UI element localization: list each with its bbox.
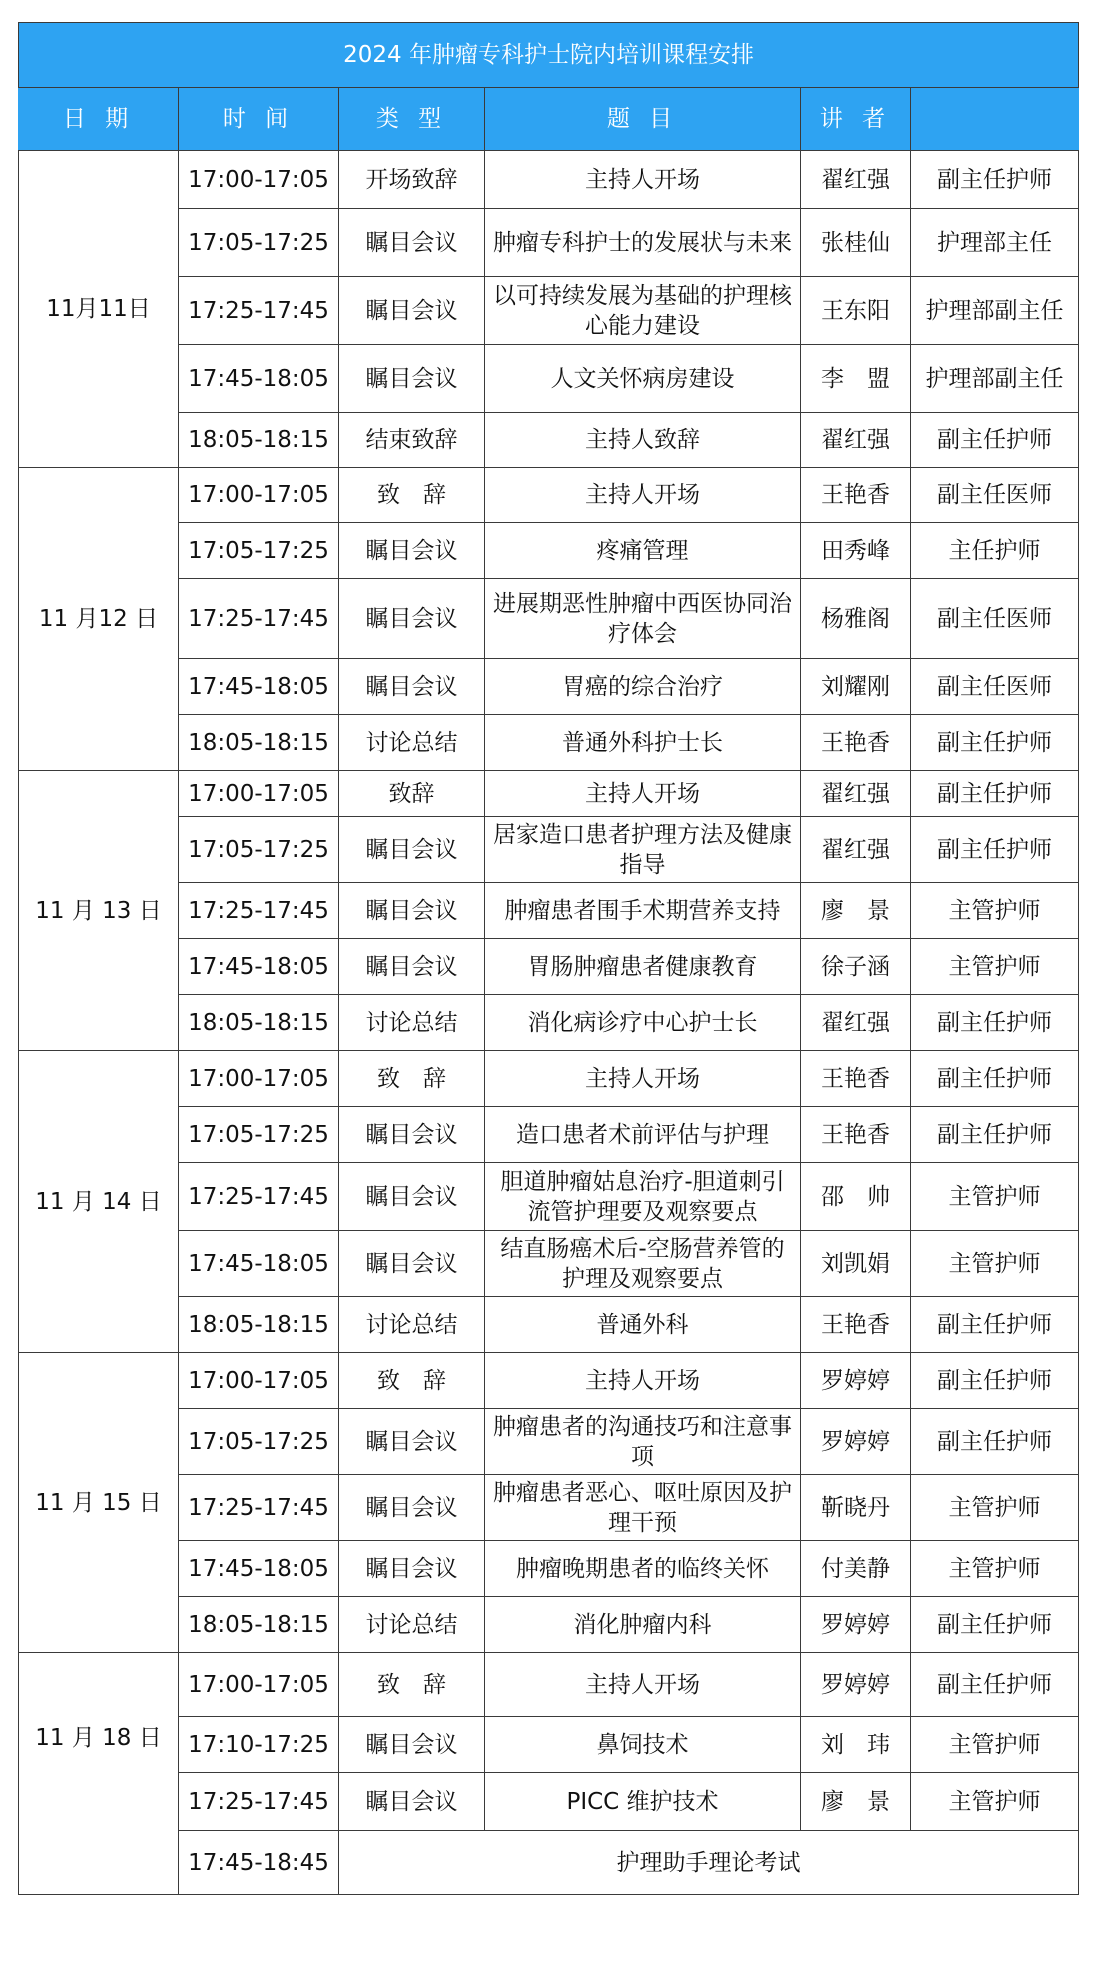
title-cell: 主管护师 — [911, 1773, 1079, 1831]
speaker-cell: 廖 景 — [801, 1773, 911, 1831]
topic-cell: 主持人致辞 — [485, 413, 801, 468]
topic-cell: 进展期恶性肿瘤中西医协同治疗体会 — [485, 579, 801, 659]
title-cell: 副主任护师 — [911, 1597, 1079, 1653]
time-cell: 18:05-18:15 — [179, 1297, 339, 1353]
type-cell: 瞩目会议 — [339, 1541, 485, 1597]
type-cell: 瞩目会议 — [339, 883, 485, 939]
time-cell: 17:05-17:25 — [179, 523, 339, 579]
speaker-cell: 王艳香 — [801, 468, 911, 523]
type-cell: 瞩目会议 — [339, 1475, 485, 1541]
time-cell: 17:05-17:25 — [179, 1107, 339, 1163]
topic-cell: 主持人开场 — [485, 1653, 801, 1717]
time-cell: 18:05-18:15 — [179, 995, 339, 1051]
time-cell: 17:45-18:05 — [179, 1231, 339, 1297]
topic-cell: 以可持续发展为基础的护理核心能力建设 — [485, 277, 801, 345]
time-cell: 17:45-18:05 — [179, 1541, 339, 1597]
speaker-cell: 翟红强 — [801, 151, 911, 209]
type-cell: 讨论总结 — [339, 1597, 485, 1653]
header-type: 类 型 — [339, 88, 485, 151]
title-cell: 副主任护师 — [911, 771, 1079, 817]
time-cell: 17:45-18:05 — [179, 345, 339, 413]
speaker-cell: 罗婷婷 — [801, 1653, 911, 1717]
header-title-col — [911, 88, 1079, 151]
topic-cell: 结直肠癌术后-空肠营养管的护理及观察要点 — [485, 1231, 801, 1297]
title-cell: 主管护师 — [911, 1163, 1079, 1231]
title-cell: 副主任医师 — [911, 468, 1079, 523]
time-cell: 17:00-17:05 — [179, 468, 339, 523]
speaker-cell: 田秀峰 — [801, 523, 911, 579]
topic-cell: 胆道肿瘤姑息治疗-胆道刺引流管护理要及观察要点 — [485, 1163, 801, 1231]
type-cell: 开场致辞 — [339, 151, 485, 209]
speaker-cell: 张桂仙 — [801, 209, 911, 277]
topic-cell: 肿瘤专科护士的发展状与未来 — [485, 209, 801, 277]
time-cell: 17:00-17:05 — [179, 1353, 339, 1409]
title-cell: 副主任护师 — [911, 1107, 1079, 1163]
title-cell: 副主任护师 — [911, 1051, 1079, 1107]
topic-cell: 胃癌的综合治疗 — [485, 659, 801, 715]
title-cell: 副主任护师 — [911, 715, 1079, 771]
date-cell: 11 月12 日 — [19, 468, 179, 771]
type-cell: 致辞 — [339, 771, 485, 817]
topic-cell: 疼痛管理 — [485, 523, 801, 579]
topic-cell: 人文关怀病房建设 — [485, 345, 801, 413]
date-cell: 11 月 15 日 — [19, 1353, 179, 1653]
topic-cell: 居家造口患者护理方法及健康指导 — [485, 817, 801, 883]
time-cell: 17:25-17:45 — [179, 1773, 339, 1831]
time-cell: 17:10-17:25 — [179, 1717, 339, 1773]
type-cell: 讨论总结 — [339, 1297, 485, 1353]
title-cell: 主管护师 — [911, 1717, 1079, 1773]
type-cell: 瞩目会议 — [339, 1773, 485, 1831]
speaker-cell: 翟红强 — [801, 995, 911, 1051]
type-cell: 瞩目会议 — [339, 1107, 485, 1163]
speaker-cell: 刘 玮 — [801, 1717, 911, 1773]
title-cell: 主管护师 — [911, 939, 1079, 995]
type-cell: 瞩目会议 — [339, 209, 485, 277]
title-cell: 副主任护师 — [911, 995, 1079, 1051]
speaker-cell: 李 盟 — [801, 345, 911, 413]
time-cell: 17:25-17:45 — [179, 1475, 339, 1541]
time-cell: 17:00-17:05 — [179, 1051, 339, 1107]
title-cell: 副主任护师 — [911, 1653, 1079, 1717]
speaker-cell: 邵 帅 — [801, 1163, 911, 1231]
table-row — [19, 151, 1079, 209]
time-cell: 17:05-17:25 — [179, 817, 339, 883]
topic-cell: 肿瘤晚期患者的临终关怀 — [485, 1541, 801, 1597]
speaker-cell: 王艳香 — [801, 1051, 911, 1107]
topic-cell: 消化肿瘤内科 — [485, 1597, 801, 1653]
time-cell: 17:05-17:25 — [179, 1409, 339, 1475]
topic-cell: 主持人开场 — [485, 1353, 801, 1409]
speaker-cell: 王东阳 — [801, 277, 911, 345]
title-cell: 主任护师 — [911, 523, 1079, 579]
title-cell: 副主任护师 — [911, 1353, 1079, 1409]
date-cell: 11 月 14 日 — [19, 1051, 179, 1353]
title-cell: 副主任护师 — [911, 817, 1079, 883]
speaker-cell: 靳晓丹 — [801, 1475, 911, 1541]
topic-cell: 造口患者术前评估与护理 — [485, 1107, 801, 1163]
time-cell: 18:05-18:15 — [179, 1597, 339, 1653]
time-cell: 18:05-18:15 — [179, 413, 339, 468]
title-cell: 主管护师 — [911, 1541, 1079, 1597]
topic-cell: 肿瘤患者恶心、呕吐原因及护理干预 — [485, 1475, 801, 1541]
speaker-cell: 王艳香 — [801, 1297, 911, 1353]
header-row — [19, 88, 1079, 151]
header-date: 日 期 — [19, 88, 179, 151]
topic-cell: 肿瘤患者的沟通技巧和注意事项 — [485, 1409, 801, 1475]
topic-cell: 胃肠肿瘤患者健康教育 — [485, 939, 801, 995]
speaker-cell: 翟红强 — [801, 413, 911, 468]
type-cell: 讨论总结 — [339, 995, 485, 1051]
title-cell: 护理部副主任 — [911, 345, 1079, 413]
type-cell: 致 辞 — [339, 468, 485, 523]
type-cell: 讨论总结 — [339, 715, 485, 771]
type-cell: 瞩目会议 — [339, 1717, 485, 1773]
time-cell: 18:05-18:15 — [179, 715, 339, 771]
time-cell: 17:25-17:45 — [179, 1163, 339, 1231]
type-cell: 瞩目会议 — [339, 1231, 485, 1297]
date-cell: 11 月 18 日 — [19, 1653, 179, 1895]
type-cell: 瞩目会议 — [339, 1409, 485, 1475]
topic-cell: 肿瘤患者围手术期营养支持 — [485, 883, 801, 939]
type-cell: 瞩目会议 — [339, 939, 485, 995]
title-cell: 主管护师 — [911, 883, 1079, 939]
type-cell: 瞩目会议 — [339, 523, 485, 579]
topic-cell: 普通外科 — [485, 1297, 801, 1353]
type-cell: 致 辞 — [339, 1051, 485, 1107]
topic-cell: 普通外科护士长 — [485, 715, 801, 771]
exam-topic-cell: 护理助手理论考试 — [339, 1831, 1079, 1895]
header-topic: 题 目 — [485, 88, 801, 151]
table-row — [19, 468, 1079, 523]
topic-cell: 鼻饲技术 — [485, 1717, 801, 1773]
speaker-cell: 翟红强 — [801, 771, 911, 817]
title-cell: 副主任护师 — [911, 413, 1079, 468]
title-row — [19, 23, 1079, 88]
topic-cell: PICC 维护技术 — [485, 1773, 801, 1831]
date-cell: 11月11日 — [19, 151, 179, 468]
speaker-cell: 罗婷婷 — [801, 1353, 911, 1409]
speaker-cell: 付美静 — [801, 1541, 911, 1597]
table-row — [19, 1051, 1079, 1107]
speaker-cell: 罗婷婷 — [801, 1409, 911, 1475]
type-cell: 瞩目会议 — [339, 659, 485, 715]
title-cell: 护理部副主任 — [911, 277, 1079, 345]
speaker-cell: 徐子涵 — [801, 939, 911, 995]
speaker-cell: 廖 景 — [801, 883, 911, 939]
title-cell: 主管护师 — [911, 1475, 1079, 1541]
topic-cell: 主持人开场 — [485, 771, 801, 817]
time-cell: 17:25-17:45 — [179, 277, 339, 345]
table-title: 2024 年肿瘤专科护士院内培训课程安排 — [19, 23, 1079, 88]
type-cell: 致 辞 — [339, 1353, 485, 1409]
schedule-document — [18, 22, 1078, 1895]
speaker-cell: 刘耀刚 — [801, 659, 911, 715]
topic-cell: 主持人开场 — [485, 151, 801, 209]
type-cell: 瞩目会议 — [339, 1163, 485, 1231]
title-cell: 护理部主任 — [911, 209, 1079, 277]
topic-cell: 消化病诊疗中心护士长 — [485, 995, 801, 1051]
type-cell: 结束致辞 — [339, 413, 485, 468]
time-cell: 17:45-18:05 — [179, 659, 339, 715]
header-speaker: 讲 者 — [801, 88, 911, 151]
time-cell: 17:00-17:05 — [179, 1653, 339, 1717]
table-row — [19, 1353, 1079, 1409]
speaker-cell: 刘凯娟 — [801, 1231, 911, 1297]
time-cell: 17:45-18:05 — [179, 939, 339, 995]
time-cell: 17:05-17:25 — [179, 209, 339, 277]
title-cell: 副主任医师 — [911, 659, 1079, 715]
speaker-cell: 王艳香 — [801, 715, 911, 771]
type-cell: 瞩目会议 — [339, 277, 485, 345]
title-cell: 副主任护师 — [911, 151, 1079, 209]
speaker-cell: 王艳香 — [801, 1107, 911, 1163]
title-cell: 主管护师 — [911, 1231, 1079, 1297]
type-cell: 致 辞 — [339, 1653, 485, 1717]
header-time: 时 间 — [179, 88, 339, 151]
time-cell: 17:25-17:45 — [179, 579, 339, 659]
topic-cell: 主持人开场 — [485, 468, 801, 523]
speaker-cell: 罗婷婷 — [801, 1597, 911, 1653]
type-cell: 瞩目会议 — [339, 579, 485, 659]
title-cell: 副主任护师 — [911, 1297, 1079, 1353]
topic-cell: 主持人开场 — [485, 1051, 801, 1107]
time-cell: 17:25-17:45 — [179, 883, 339, 939]
time-cell: 17:45-18:45 — [179, 1831, 339, 1895]
time-cell: 17:00-17:05 — [179, 151, 339, 209]
speaker-cell: 杨雅阁 — [801, 579, 911, 659]
table-row — [19, 1653, 1079, 1717]
title-cell: 副主任医师 — [911, 579, 1079, 659]
time-cell: 17:00-17:05 — [179, 771, 339, 817]
table-row — [19, 771, 1079, 817]
schedule-table — [18, 22, 1079, 1895]
type-cell: 瞩目会议 — [339, 345, 485, 413]
date-cell: 11 月 13 日 — [19, 771, 179, 1051]
speaker-cell: 翟红强 — [801, 817, 911, 883]
title-cell: 副主任护师 — [911, 1409, 1079, 1475]
type-cell: 瞩目会议 — [339, 817, 485, 883]
